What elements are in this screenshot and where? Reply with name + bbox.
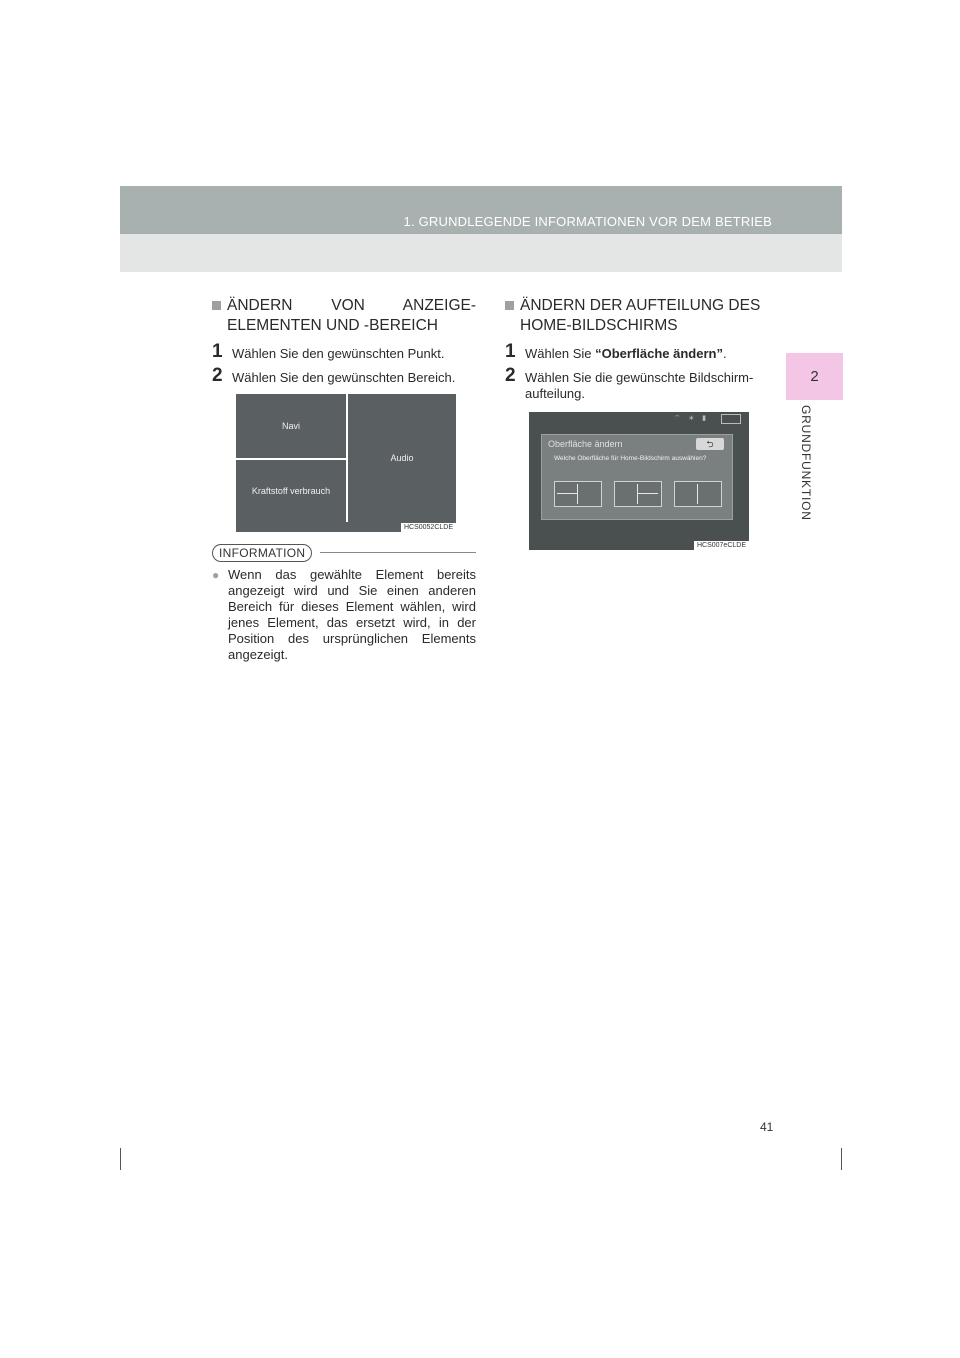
header-subband (120, 234, 842, 272)
square-bullet-icon (212, 301, 221, 310)
header-band (120, 186, 842, 234)
heading-line: ELEMENTEN UND -BEREICH (227, 317, 438, 334)
image-code: HCS0052CLDE (401, 523, 456, 532)
layout-option-2[interactable] (614, 481, 662, 507)
screen-illustration (529, 412, 749, 550)
step-number: 2 (212, 365, 223, 386)
screen-layout-icon (721, 414, 741, 424)
chapter-tab[interactable]: 2 (786, 353, 843, 400)
step-number: 1 (212, 341, 223, 362)
information-text: Wenn das gewählte Element bereits angezeigt wird und Sie einen anderen Bereich für dieses Element wählen, wird jenes Element, das ersetzt wird, in der Position des ursprünglichen Elements angezeigt. (228, 567, 476, 662)
screen-area-fuel[interactable]: Kraftstoff verbrauch (236, 460, 346, 522)
circle-bullet-icon: ● (212, 568, 220, 582)
step-text: Wählen Sie den gewünschten Bereich. (232, 370, 456, 385)
information-label: INFORMATION (212, 544, 312, 562)
step-item (212, 366, 476, 386)
step-item (505, 366, 773, 402)
step-number: 1 (505, 341, 516, 362)
dialog-question: Welche Oberfläche für Home-Bildschirm auswählen? (554, 455, 707, 462)
right-column (505, 296, 773, 550)
step-item (212, 342, 476, 362)
screen-illustration (236, 394, 456, 532)
section-heading (505, 296, 773, 336)
screen-area-navi[interactable]: Navi (236, 394, 346, 458)
image-code: HCS007eCLDE (694, 541, 749, 550)
step-button-reference: “Oberfläche ändern” (595, 346, 723, 361)
chapter-label: GRUNDFUNKTION (799, 405, 813, 521)
heading-line: ÄNDERN DER AUFTEILUNG DES (520, 297, 761, 314)
left-column (212, 296, 476, 663)
layout-option-1[interactable] (554, 481, 602, 507)
information-box (212, 532, 476, 663)
status-bar (529, 412, 749, 426)
layout-option-3[interactable] (674, 481, 722, 507)
crop-mark (841, 1148, 842, 1170)
step-text: Wählen Sie den gewünschten Punkt. (232, 346, 445, 361)
section-header-title: 1. GRUNDLEGENDE INFORMATIONEN VOR DEM BETRIEB (403, 214, 772, 229)
step-text: Wählen Sie die gewünschte Bildschirm-aufteilung. (525, 370, 754, 401)
crop-mark (120, 1148, 121, 1170)
step-item: 1 Wählen Sie “Oberfläche ändern”. (505, 341, 727, 362)
status-icons: ⌔ ∗ ▮ (673, 415, 709, 422)
square-bullet-icon (505, 301, 514, 310)
information-rule (320, 552, 476, 553)
screen-area-audio[interactable]: Audio (348, 394, 456, 522)
heading-line: HOME-BILDSCHIRMS (520, 317, 678, 334)
step-number: 2 (505, 365, 516, 386)
dialog-title: Oberfläche ändern (548, 439, 623, 449)
section-heading (212, 296, 476, 336)
step-text: Wählen Sie (525, 346, 596, 361)
heading-line: ÄNDERN VON ANZEIGE- (227, 297, 476, 314)
layout-dialog (541, 434, 733, 520)
back-arrow-icon[interactable]: ⮌ (696, 438, 724, 450)
page-number: 41 (760, 1120, 774, 1134)
